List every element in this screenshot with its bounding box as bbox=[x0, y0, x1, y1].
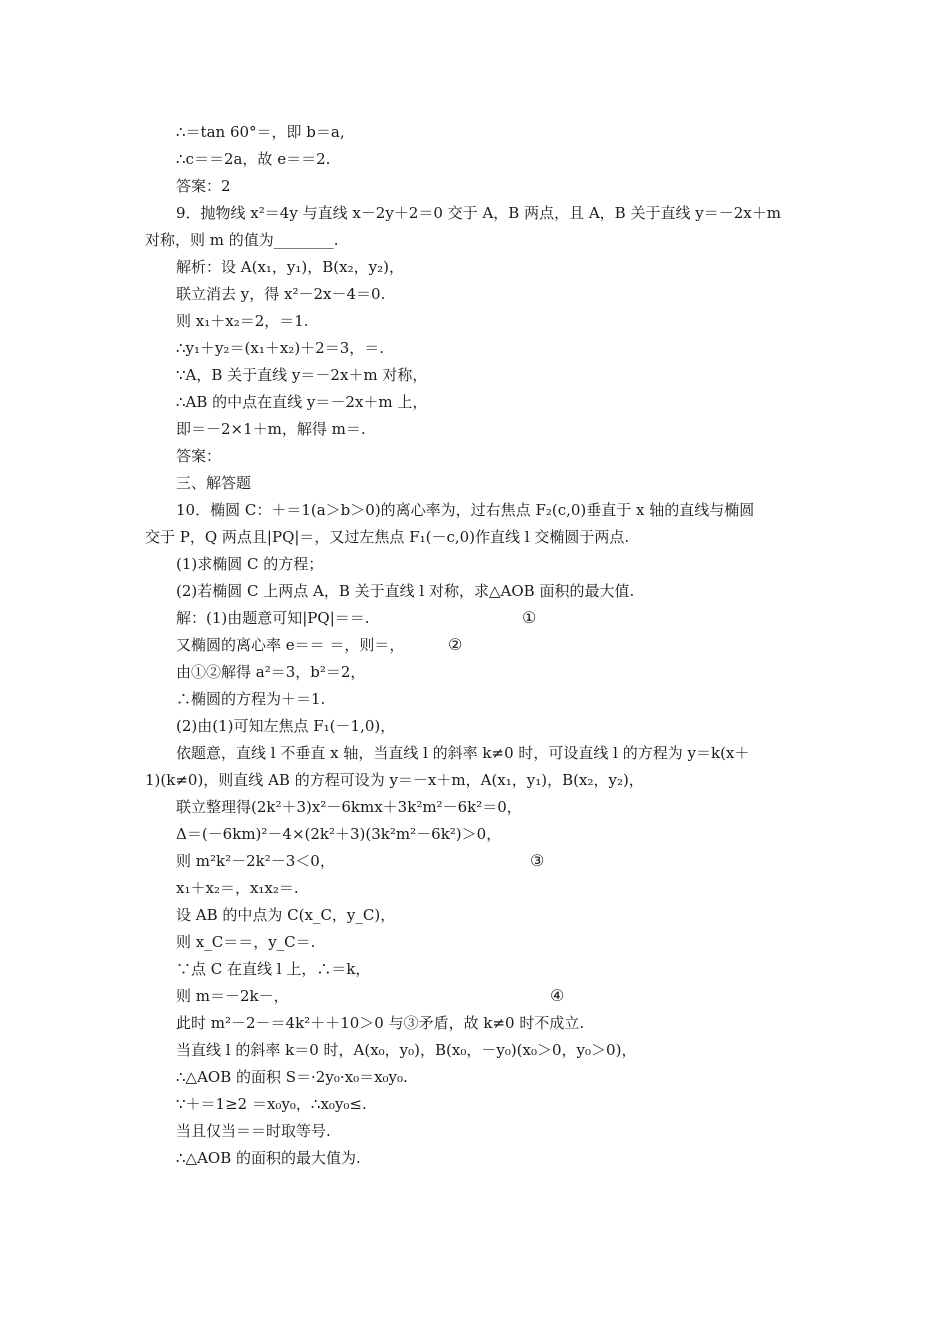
text-line: 联立消去 y，得 x²－2x－4＝0. bbox=[176, 285, 386, 303]
text-line: 此时 m²－2－＝4k²＋＋10＞0 与③矛盾，故 k≠0 时不成立. bbox=[176, 1014, 585, 1032]
text-line: 则 m＝－2k－， bbox=[176, 987, 289, 1005]
text-line: 9．抛物线 x²＝4y 与直线 x－2y＋2＝0 交于 A，B 两点，且 A，B 关于直线 y＝－2x＋m bbox=[176, 204, 781, 222]
text-line: 当直线 l 的斜率 k＝0 时，A(x₀，y₀)，B(x₀，－y₀)(x₀＞0，y₀＞0)， bbox=[176, 1041, 637, 1059]
text-line: 联立整理得(2k²＋3)x²－6kmx＋3k²m²－6k²＝0， bbox=[176, 798, 522, 816]
text-line: ∵＋＝1≥2 ＝x₀y₀，∴x₀y₀≤. bbox=[176, 1095, 367, 1113]
text-line: 10．椭圆 C：＋＝1(a＞b＞0)的离心率为，过右焦点 F₂(c,0)垂直于 x 轴的直线与椭圆 bbox=[176, 501, 755, 519]
text-line: 则 m²k²－2k²－3＜0， bbox=[176, 852, 335, 870]
text-line: 则 x₁＋x₂＝2，＝1. bbox=[176, 312, 309, 330]
text-line: x₁＋x₂＝，x₁x₂＝. bbox=[176, 879, 299, 897]
text-line: 交于 P，Q 两点且|PQ|＝，又过左焦点 F₁(－c,0)作直线 l 交椭圆于两点. bbox=[145, 528, 630, 546]
text-line: ∴y₁＋y₂＝(x₁＋x₂)＋2＝3，＝. bbox=[176, 339, 385, 357]
text-line: ∵A，B 关于直线 y＝－2x＋m 对称， bbox=[176, 366, 428, 384]
text-line: ∴＝tan 60°＝，即 b＝a, bbox=[176, 123, 345, 141]
text-line: ∵点 C 在直线 l 上，∴＝k， bbox=[176, 960, 371, 978]
text-line: 对称，则 m 的值为________. bbox=[145, 231, 339, 249]
section-heading: 三、解答题 bbox=[176, 474, 252, 492]
text-line: (2)若椭圆 C 上两点 A，B 关于直线 l 对称，求△AOB 面积的最大值. bbox=[176, 582, 635, 600]
text-line: 又椭圆的离心率 e＝＝ ＝，则＝， bbox=[176, 636, 405, 654]
text-line: 解析：设 A(x₁，y₁)，B(x₂，y₂)， bbox=[176, 258, 404, 276]
text-line: ∴c＝＝2a，故 e＝＝2. bbox=[176, 150, 331, 168]
text-line: Δ＝(－6km)²－4×(2k²＋3)(3k²m²－6k²)＞0， bbox=[176, 825, 502, 843]
text-line: 1)(k≠0)，则直线 AB 的方程可设为 y＝－x＋m，A(x₁，y₁)，B(x₂，y₂)， bbox=[145, 771, 644, 789]
text-line: 当且仅当＝＝时取等号. bbox=[176, 1122, 331, 1140]
text-line: ∴AB 的中点在直线 y＝－2x＋m 上， bbox=[176, 393, 428, 411]
text-line: 由①②解得 a²＝3，b²＝2， bbox=[176, 663, 366, 681]
text-line: 答案： bbox=[176, 447, 222, 465]
equation-number-4: ④ bbox=[550, 986, 565, 1005]
text-line: 答案：2 bbox=[176, 177, 231, 195]
text-line: (2)由(1)可知左焦点 F₁(－1,0)， bbox=[176, 717, 396, 735]
text-line: ∴椭圆的方程为＋＝1. bbox=[176, 690, 326, 708]
equation-number-3: ③ bbox=[530, 851, 545, 870]
text-line: 依题意，直线 l 不垂直 x 轴，当直线 l 的斜率 k≠0 时，可设直线 l 的方程为 y＝k(x＋ bbox=[176, 744, 750, 762]
text-line: ∴△AOB 的面积的最大值为. bbox=[176, 1149, 361, 1167]
text-line: ∴△AOB 的面积 S＝·2y₀·x₀＝x₀y₀. bbox=[176, 1068, 408, 1086]
text-line: 则 x_C＝＝，y_C＝. bbox=[176, 933, 316, 951]
text-line: 即＝－2×1＋m，解得 m＝. bbox=[176, 420, 366, 438]
equation-number-2: ② bbox=[448, 635, 463, 654]
text-line: 设 AB 的中点为 C(x_C，y_C)， bbox=[176, 906, 396, 924]
text-line: (1)求椭圆 C 的方程； bbox=[176, 555, 324, 573]
text-line: 解：(1)由题意可知|PQ|＝＝. bbox=[176, 609, 370, 627]
equation-number-1: ① bbox=[522, 608, 537, 627]
